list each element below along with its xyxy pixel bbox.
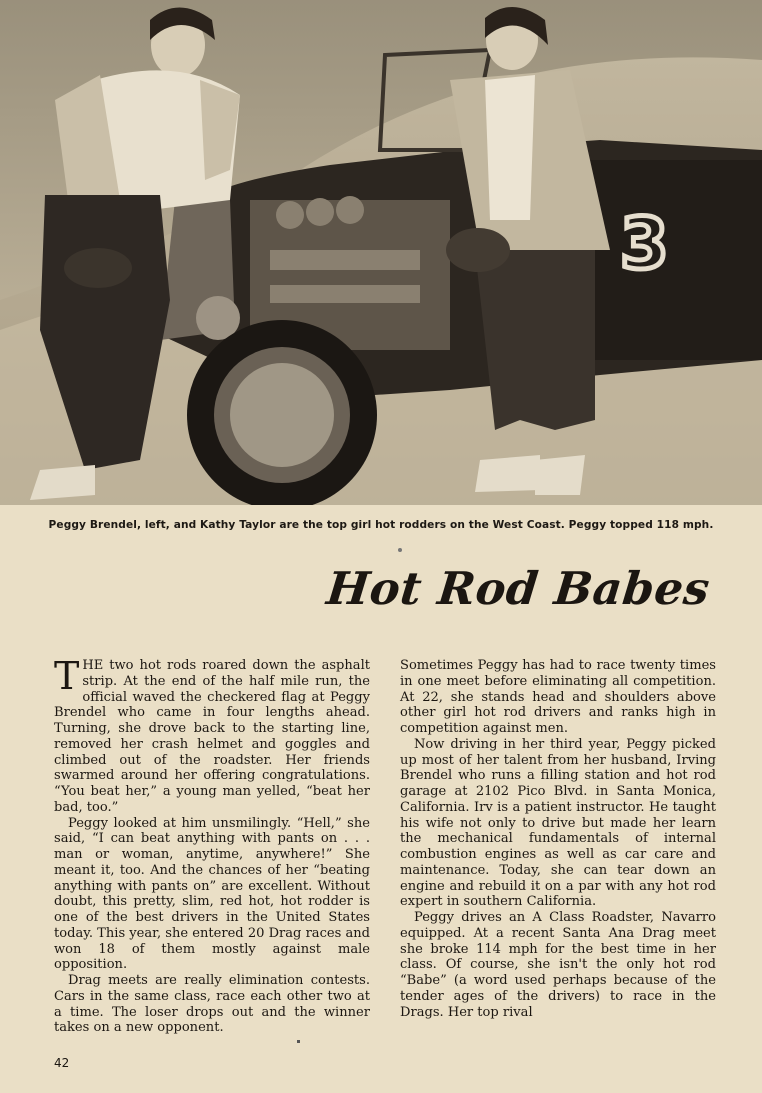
photo-caption: Peggy Brendel, left, and Kathy Taylor are the top girl hot rodders on the West Coast. Peggy topped 118 mph. xyxy=(48,519,714,531)
page-number: 42 xyxy=(54,1056,70,1070)
paragraph: Now driving in her third year, Peggy picked up most of her talent from her husband, Irving Brendel who runs a filling station and hot rod garage at 2102 Pico Blvd. in Santa Monica, California. Irv is a patient instructor. He taught his wife not only to drive but made her learn the mechanical fundamentals of internal combustion engines as well as car care and maintenance. Today, she can tear down an engine and rebuild it on a par with any hot rod expert in southern California. xyxy=(400,736,716,910)
car-number: 3 xyxy=(620,203,669,285)
decorative-dot xyxy=(398,548,402,552)
article-column-left xyxy=(54,654,370,1036)
paragraph: Sometimes Peggy has had to race twenty times in one meet before eliminating all competition. At 22, she stands head and shoulders above other girl hot rod drivers and ranks high in competition against men. xyxy=(400,658,716,736)
paragraph: THE two hot rods roared down the asphalt strip. At the end of the half mile run, the official waved the checkered flag at Peggy Brendel who came in four lengths ahead. Turning, she drove back to the starting line, removed her crash helmet and goggles and climbed out of the roadster. Her friends swarmed around her offering congratulations. “You beat her,” a young man yelled, “beat her bad, too.” xyxy=(54,654,370,815)
decorative-mark xyxy=(297,1040,300,1043)
article-photo xyxy=(0,0,762,505)
paragraph: Drag meets are really elimination contests. Cars in the same class, race each other two at a time. The loser drops out and the winner takes on a new opponent. xyxy=(54,973,370,1036)
drop-cap: T xyxy=(54,654,80,698)
article-headline: Hot Rod Babes xyxy=(324,562,713,615)
article-column-right xyxy=(400,658,716,1020)
paragraph: Peggy drives an A Class Roadster, Navarro equipped. At a recent Santa Ana Drag meet she broke 114 mph for the best time in her class. Of course, she isn't the only hot rod “Babe” (a word used perhaps because of the tender ages of the drivers) to race in the Drags. Her top rival xyxy=(400,910,716,1020)
photo-two-women-hot-rod xyxy=(0,0,762,505)
paragraph: Peggy looked at him unsmilingly. “Hell,” she said, “I can beat anything with pants on . . . man or woman, anytime, anywhere!” She meant it, too. And the chances of her “beating anything with pants on” are excellent. Without doubt, this pretty, slim, red hot, hot rodder is one of the best drivers in the United States today. This year, she entered 20 Drag races and won 18 of them mostly against male opposition. xyxy=(54,815,370,973)
